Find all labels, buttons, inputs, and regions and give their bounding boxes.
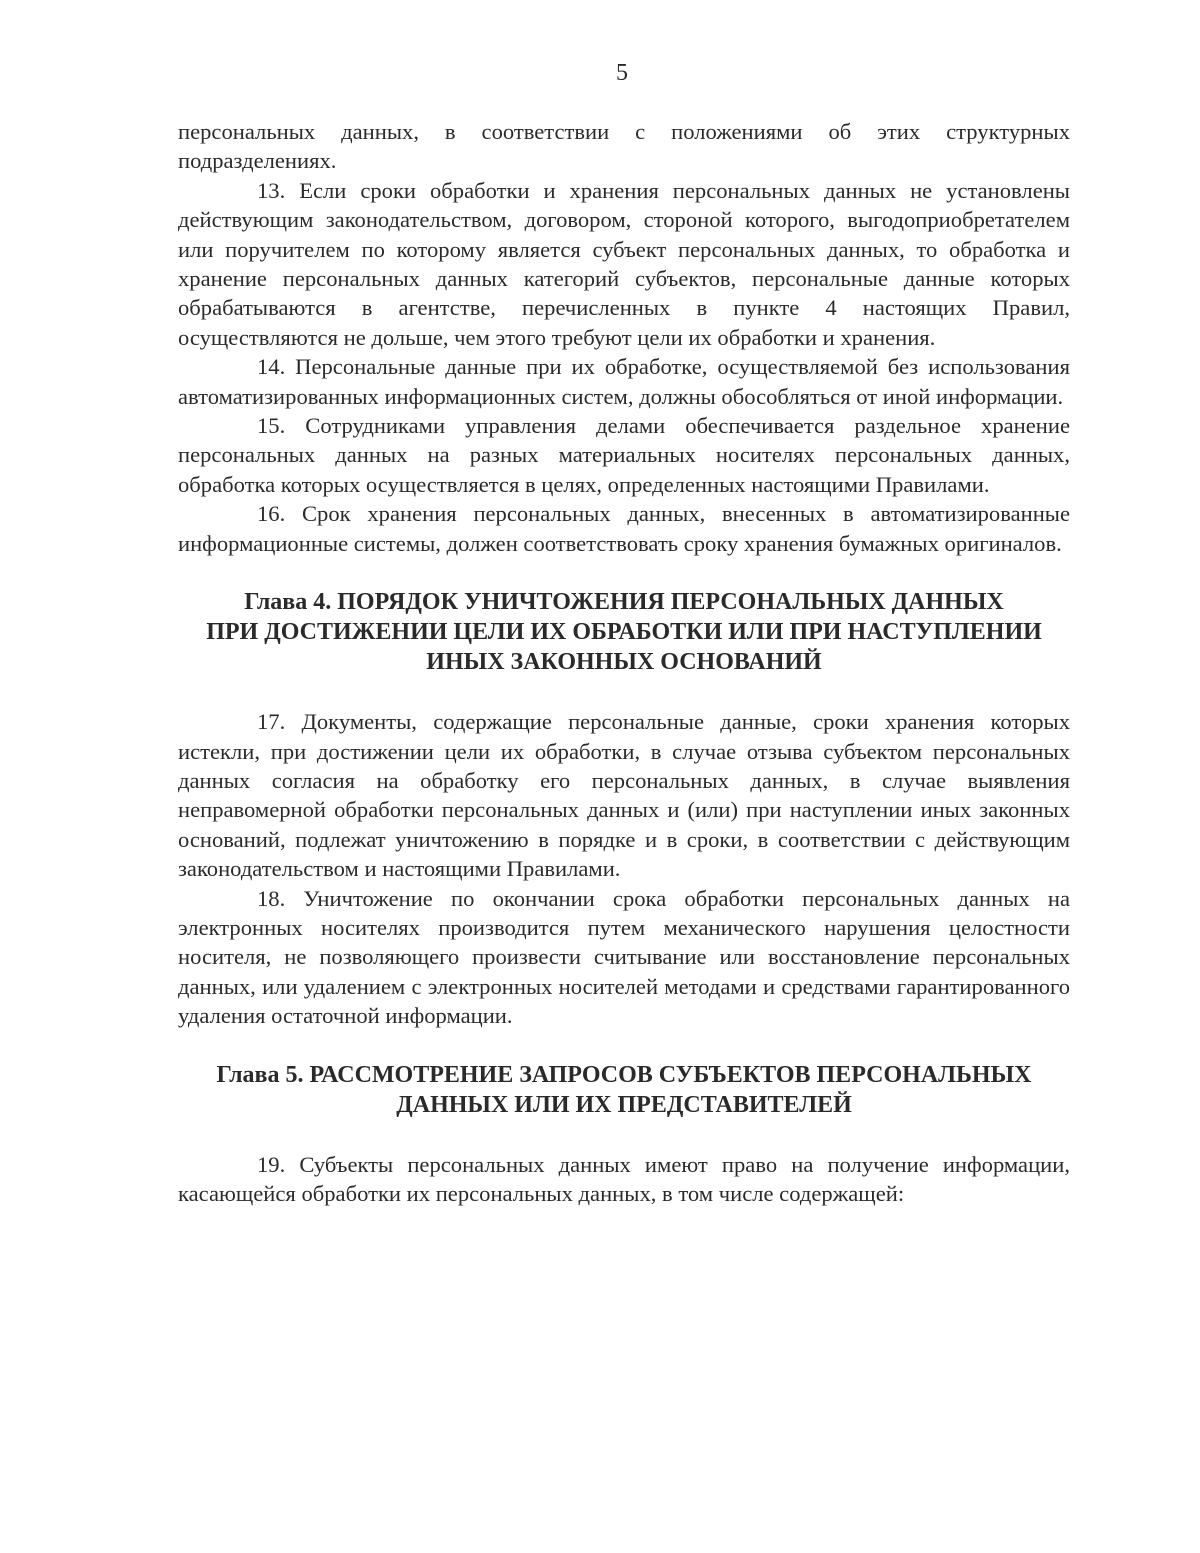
paragraph-13: 13. Если сроки обработки и хранения персональных данных не установлены действующим законодательством, договором, стороной которого, выгодоприобретателем или поручителем по которому является субъект персональных данных, то обработка и хранение персональных данных категорий субъектов, персональные данные которых обрабатываются в агентстве, перечисленных в пункте 4 настоящих Правил, осуществляются не дольше, чем этого требуют цели их обработки и хранения.	[178, 177, 1070, 350]
page-number: 5	[616, 60, 628, 86]
paragraph-18: 18. Уничтожение по окончании срока обработки персональных данных на электронных носителях производится путем механического нарушения целостности носителя, не позволяющего произвести считывание или восстановление персональных данных, или удалением с электронных носителей методами и средствами гарантированного удаления остаточной информации.	[178, 885, 1070, 1029]
paragraph-16: 16. Срок хранения персональных данных, внесенных в автоматизированные информационные системы, должен соответствовать сроку хранения бумажных оригиналов.	[178, 501, 1070, 556]
chapter-4-line-3: ИНЫХ ЗАКОННЫХ ОСНОВАНИЙ	[426, 649, 822, 676]
chapter-5-heading	[178, 1060, 1070, 1120]
chapter-5-line-1: Глава 5. РАССМОТРЕНИЕ ЗАПРОСОВ СУБЪЕКТОВ ПЕРСОНАЛЬНЫХ	[216, 1061, 1032, 1088]
paragraph-17: 17. Документы, содержащие персональные данные, сроки хранения которых истекли, при достижении цели их обработки, в случае отзыва субъектом персональных данных согласия на обработку его персональных данных, в случае выявления неправомерной обработки персональных данных и (или) при наступлении иных законных оснований, подлежат уничтожению в порядке и в сроки, в соответствии с действующим законодательством и настоящими Правилами.	[178, 709, 1070, 882]
chapter-4-heading	[178, 587, 1070, 677]
paragraph-14: 14. Персональные данные при их обработке, осуществляемой без использования автоматизированных информационных систем, должны обособляться от иной информации.	[178, 354, 1070, 409]
chapter-4-line-2: ПРИ ДОСТИЖЕНИИ ЦЕЛИ ИХ ОБРАБОТКИ ИЛИ ПРИ НАСТУПЛЕНИИ	[206, 619, 1042, 646]
paragraph-continuation: персональных данных, в соответствии с положениями об этих структурных подразделениях.	[178, 119, 1070, 174]
chapter-4-line-1: Глава 4. ПОРЯДОК УНИЧТОЖЕНИЯ ПЕРСОНАЛЬНЫХ ДАННЫХ	[244, 589, 1004, 616]
chapter-5-line-2: ДАННЫХ ИЛИ ИХ ПРЕДСТАВИТЕЛЕЙ	[396, 1091, 852, 1118]
paragraph-15: 15. Сотрудниками управления делами обеспечивается раздельное хранение персональных данных на разных материальных носителях персональных данных, обработка которых осуществляется в целях, определенных настоящими Правилами.	[178, 413, 1070, 497]
document-body	[178, 117, 1070, 1208]
paragraph-19: 19. Субъекты персональных данных имеют право на получение информации, касающейся обработки их персональных данных, в том числе содержащей:	[178, 1151, 1070, 1206]
